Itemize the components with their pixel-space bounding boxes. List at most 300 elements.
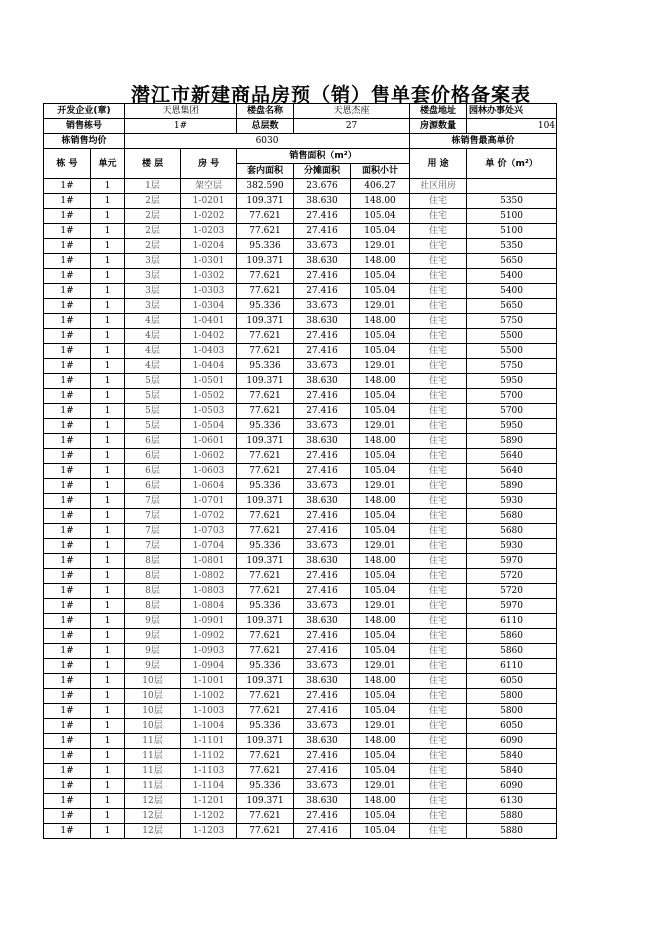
cell-area-subtotal: 105.04 (351, 449, 410, 464)
cell-use: 住宅 (410, 254, 467, 269)
cell-shared-area: 38.630 (294, 314, 351, 329)
cell-price: 5700 (467, 404, 557, 419)
cell-unit: 1 (91, 539, 125, 554)
cell-unit: 1 (91, 434, 125, 449)
cell-area-subtotal: 105.04 (351, 224, 410, 239)
cell-area-subtotal: 105.04 (351, 404, 410, 419)
cell-area-subtotal: 148.00 (351, 494, 410, 509)
cell-inner-area: 95.336 (237, 239, 294, 254)
cell-building: 1# (44, 779, 91, 794)
cell-unit: 1 (91, 584, 125, 599)
table-row (44, 434, 557, 449)
cell-inner-area: 77.621 (237, 704, 294, 719)
table-row (44, 569, 557, 584)
cell-use: 住宅 (410, 779, 467, 794)
cell-area-subtotal: 105.04 (351, 284, 410, 299)
cell-inner-area: 95.336 (237, 359, 294, 374)
cell-floor: 2层 (125, 224, 181, 239)
cell-building: 1# (44, 434, 91, 449)
table-row (44, 509, 557, 524)
data-rows (44, 179, 557, 839)
floors-value: 27 (294, 119, 410, 134)
cell-unit: 1 (91, 389, 125, 404)
cell-floor: 5层 (125, 389, 181, 404)
cell-price: 5500 (467, 329, 557, 344)
cell-use: 住宅 (410, 584, 467, 599)
cell-shared-area: 38.630 (294, 374, 351, 389)
table-row (44, 659, 557, 674)
cell-price: 5880 (467, 809, 557, 824)
units-value: 104 (467, 119, 557, 134)
cell-inner-area: 95.336 (237, 299, 294, 314)
table-row (44, 194, 557, 209)
cell-building: 1# (44, 209, 91, 224)
cell-area-subtotal: 148.00 (351, 734, 410, 749)
avg-price-label: 栋销售均价 (44, 134, 125, 149)
cell-price: 5950 (467, 419, 557, 434)
table-row (44, 629, 557, 644)
cell-price: 5970 (467, 599, 557, 614)
cell-floor: 11层 (125, 779, 181, 794)
cell-unit: 1 (91, 224, 125, 239)
cell-floor: 5层 (125, 419, 181, 434)
cell-use: 住宅 (410, 644, 467, 659)
cell-floor: 4层 (125, 314, 181, 329)
cell-inner-area: 109.371 (237, 554, 294, 569)
table-row (44, 419, 557, 434)
cell-inner-area: 77.621 (237, 824, 294, 839)
cell-floor: 9层 (125, 659, 181, 674)
cell-use: 社区用房 (410, 179, 467, 194)
cell-inner-area: 77.621 (237, 404, 294, 419)
cell-price: 5700 (467, 389, 557, 404)
col-use: 用 途 (410, 149, 467, 179)
cell-use: 住宅 (410, 239, 467, 254)
cell-use: 住宅 (410, 689, 467, 704)
cell-inner-area: 95.336 (237, 779, 294, 794)
cell-room: 1-1101 (181, 734, 237, 749)
cell-area-subtotal: 105.04 (351, 809, 410, 824)
cell-building: 1# (44, 794, 91, 809)
cell-building: 1# (44, 539, 91, 554)
building-value: 1# (125, 119, 237, 134)
cell-unit: 1 (91, 284, 125, 299)
cell-shared-area: 27.416 (294, 704, 351, 719)
cell-building: 1# (44, 749, 91, 764)
cell-room: 1-0801 (181, 554, 237, 569)
cell-room: 1-1102 (181, 749, 237, 764)
cell-price: 5680 (467, 509, 557, 524)
cell-shared-area: 38.630 (294, 674, 351, 689)
cell-price: 5890 (467, 434, 557, 449)
cell-shared-area: 27.416 (294, 329, 351, 344)
col-inner-area: 套内面积 (237, 164, 294, 179)
cell-floor: 2层 (125, 209, 181, 224)
cell-floor: 10层 (125, 704, 181, 719)
table-row (44, 704, 557, 719)
cell-inner-area: 77.621 (237, 329, 294, 344)
cell-price: 5860 (467, 629, 557, 644)
table-row (44, 644, 557, 659)
page-title: 潜江市新建商品房预（销）售单套价格备案表 (130, 84, 531, 106)
cell-price: 5930 (467, 539, 557, 554)
cell-inner-area: 95.336 (237, 539, 294, 554)
cell-use: 住宅 (410, 539, 467, 554)
cell-floor: 7层 (125, 494, 181, 509)
cell-use: 住宅 (410, 434, 467, 449)
cell-area-subtotal: 148.00 (351, 434, 410, 449)
table-row (44, 239, 557, 254)
cell-room: 1-0703 (181, 524, 237, 539)
cell-room: 1-1003 (181, 704, 237, 719)
cell-use: 住宅 (410, 674, 467, 689)
cell-area-subtotal: 105.04 (351, 524, 410, 539)
table-row (44, 359, 557, 374)
cell-price: 5500 (467, 344, 557, 359)
cell-shared-area: 33.673 (294, 359, 351, 374)
cell-price: 5720 (467, 584, 557, 599)
cell-building: 1# (44, 509, 91, 524)
cell-unit: 1 (91, 734, 125, 749)
table-row (44, 764, 557, 779)
cell-price: 5640 (467, 464, 557, 479)
cell-room: 1-0301 (181, 254, 237, 269)
cell-price: 5640 (467, 449, 557, 464)
cell-unit: 1 (91, 824, 125, 839)
cell-inner-area: 77.621 (237, 344, 294, 359)
table-row (44, 674, 557, 689)
cell-shared-area: 27.416 (294, 464, 351, 479)
col-room: 房 号 (181, 149, 237, 179)
header-row-3 (44, 134, 557, 149)
cell-floor: 12层 (125, 824, 181, 839)
table-row (44, 599, 557, 614)
cell-inner-area: 77.621 (237, 689, 294, 704)
cell-area-subtotal: 105.04 (351, 749, 410, 764)
cell-use: 住宅 (410, 764, 467, 779)
cell-building: 1# (44, 659, 91, 674)
cell-price: 5970 (467, 554, 557, 569)
cell-room: 1-0902 (181, 629, 237, 644)
cell-shared-area: 27.416 (294, 389, 351, 404)
cell-inner-area: 109.371 (237, 614, 294, 629)
cell-inner-area: 77.621 (237, 269, 294, 284)
cell-unit: 1 (91, 299, 125, 314)
cell-unit: 1 (91, 599, 125, 614)
cell-floor: 12层 (125, 809, 181, 824)
cell-inner-area: 77.621 (237, 749, 294, 764)
cell-unit: 1 (91, 404, 125, 419)
cell-use: 住宅 (410, 389, 467, 404)
cell-building: 1# (44, 569, 91, 584)
cell-area-subtotal: 148.00 (351, 674, 410, 689)
cell-shared-area: 38.630 (294, 434, 351, 449)
cell-use: 住宅 (410, 569, 467, 584)
cell-building: 1# (44, 419, 91, 434)
cell-inner-area: 95.336 (237, 599, 294, 614)
cell-building: 1# (44, 254, 91, 269)
cell-unit: 1 (91, 479, 125, 494)
cell-use: 住宅 (410, 284, 467, 299)
cell-price: 6090 (467, 779, 557, 794)
cell-inner-area: 77.621 (237, 209, 294, 224)
table-row (44, 539, 557, 554)
cell-inner-area: 77.621 (237, 764, 294, 779)
cell-price: 5400 (467, 284, 557, 299)
cell-unit: 1 (91, 254, 125, 269)
cell-building: 1# (44, 584, 91, 599)
cell-unit: 1 (91, 629, 125, 644)
cell-use: 住宅 (410, 479, 467, 494)
cell-area-subtotal: 105.04 (351, 329, 410, 344)
cell-use: 住宅 (410, 194, 467, 209)
cell-building: 1# (44, 344, 91, 359)
cell-floor: 6层 (125, 464, 181, 479)
cell-floor: 10层 (125, 689, 181, 704)
cell-floor: 3层 (125, 299, 181, 314)
cell-floor: 7层 (125, 524, 181, 539)
cell-room: 1-1103 (181, 764, 237, 779)
cell-price: 5720 (467, 569, 557, 584)
cell-floor: 8层 (125, 569, 181, 584)
cell-inner-area: 77.621 (237, 509, 294, 524)
cell-shared-area: 33.673 (294, 539, 351, 554)
cell-room: 1-0504 (181, 419, 237, 434)
cell-shared-area: 38.630 (294, 194, 351, 209)
col-floor: 楼 层 (125, 149, 181, 179)
cell-area-subtotal: 105.04 (351, 569, 410, 584)
table-row (44, 179, 557, 194)
cell-room: 1-0201 (181, 194, 237, 209)
cell-area-subtotal: 105.04 (351, 464, 410, 479)
cell-unit: 1 (91, 494, 125, 509)
cell-area-subtotal: 148.00 (351, 374, 410, 389)
cell-building: 1# (44, 614, 91, 629)
cell-room: 1-0503 (181, 404, 237, 419)
cell-room: 1-0401 (181, 314, 237, 329)
cell-unit: 1 (91, 194, 125, 209)
cell-shared-area: 27.416 (294, 584, 351, 599)
cell-inner-area: 77.621 (237, 644, 294, 659)
cell-inner-area: 77.621 (237, 524, 294, 539)
cell-floor: 4层 (125, 359, 181, 374)
cell-building: 1# (44, 719, 91, 734)
cell-inner-area: 109.371 (237, 434, 294, 449)
cell-building: 1# (44, 374, 91, 389)
cell-area-subtotal: 148.00 (351, 554, 410, 569)
cell-price: 6090 (467, 734, 557, 749)
cell-shared-area: 33.673 (294, 659, 351, 674)
table-row (44, 314, 557, 329)
cell-room: 1-0802 (181, 569, 237, 584)
cell-room: 1-1203 (181, 824, 237, 839)
cell-building: 1# (44, 599, 91, 614)
cell-use: 住宅 (410, 299, 467, 314)
cell-shared-area: 27.416 (294, 749, 351, 764)
cell-unit: 1 (91, 689, 125, 704)
cell-floor: 7层 (125, 539, 181, 554)
cell-floor: 6层 (125, 434, 181, 449)
cell-room: 1-1202 (181, 809, 237, 824)
cell-unit: 1 (91, 704, 125, 719)
cell-inner-area: 382.590 (237, 179, 294, 194)
cell-use: 住宅 (410, 719, 467, 734)
cell-use: 住宅 (410, 824, 467, 839)
cell-shared-area: 27.416 (294, 809, 351, 824)
cell-building: 1# (44, 554, 91, 569)
cell-use: 住宅 (410, 599, 467, 614)
cell-building: 1# (44, 464, 91, 479)
cell-area-subtotal: 129.01 (351, 419, 410, 434)
cell-shared-area: 38.630 (294, 494, 351, 509)
cell-area-subtotal: 129.01 (351, 599, 410, 614)
cell-building: 1# (44, 179, 91, 194)
cell-room: 1-0901 (181, 614, 237, 629)
cell-floor: 11层 (125, 734, 181, 749)
cell-shared-area: 27.416 (294, 449, 351, 464)
cell-building: 1# (44, 329, 91, 344)
cell-inner-area: 77.621 (237, 629, 294, 644)
cell-room: 1-0404 (181, 359, 237, 374)
cell-floor: 4层 (125, 344, 181, 359)
cell-shared-area: 27.416 (294, 824, 351, 839)
table-row (44, 734, 557, 749)
cell-room: 1-0704 (181, 539, 237, 554)
cell-use: 住宅 (410, 374, 467, 389)
cell-shared-area: 38.630 (294, 794, 351, 809)
cell-building: 1# (44, 389, 91, 404)
table-row (44, 209, 557, 224)
cell-unit: 1 (91, 524, 125, 539)
cell-room: 1-0603 (181, 464, 237, 479)
cell-building: 1# (44, 494, 91, 509)
cell-use: 住宅 (410, 404, 467, 419)
cell-area-subtotal: 148.00 (351, 314, 410, 329)
cell-room: 架空层 (181, 179, 237, 194)
cell-use: 住宅 (410, 464, 467, 479)
cell-unit: 1 (91, 464, 125, 479)
cell-unit: 1 (91, 314, 125, 329)
cell-unit: 1 (91, 719, 125, 734)
cell-floor: 11层 (125, 749, 181, 764)
cell-shared-area: 33.673 (294, 299, 351, 314)
cell-shared-area: 27.416 (294, 269, 351, 284)
cell-unit: 1 (91, 674, 125, 689)
cell-floor: 4层 (125, 329, 181, 344)
cell-area-subtotal: 129.01 (351, 359, 410, 374)
cell-shared-area: 38.630 (294, 734, 351, 749)
cell-building: 1# (44, 824, 91, 839)
table-row (44, 404, 557, 419)
cell-shared-area: 38.630 (294, 254, 351, 269)
cell-price: 5650 (467, 299, 557, 314)
table-row (44, 794, 557, 809)
cell-floor: 12层 (125, 794, 181, 809)
cell-shared-area: 33.673 (294, 599, 351, 614)
cell-floor: 5层 (125, 404, 181, 419)
cell-inner-area: 109.371 (237, 374, 294, 389)
cell-use: 住宅 (410, 329, 467, 344)
cell-use: 住宅 (410, 314, 467, 329)
table-row (44, 614, 557, 629)
cell-room: 1-0202 (181, 209, 237, 224)
cell-floor: 8层 (125, 584, 181, 599)
cell-area-subtotal: 129.01 (351, 659, 410, 674)
cell-shared-area: 27.416 (294, 224, 351, 239)
cell-area-subtotal: 105.04 (351, 689, 410, 704)
cell-area-subtotal: 105.04 (351, 824, 410, 839)
cell-price: 5950 (467, 374, 557, 389)
cell-price: 6050 (467, 719, 557, 734)
table-row (44, 689, 557, 704)
table-row (44, 449, 557, 464)
cell-use: 住宅 (410, 524, 467, 539)
col-unit: 单元 (91, 149, 125, 179)
cell-price: 5800 (467, 704, 557, 719)
cell-inner-area: 95.336 (237, 659, 294, 674)
cell-area-subtotal: 105.04 (351, 644, 410, 659)
cell-inner-area: 77.621 (237, 569, 294, 584)
cell-shared-area: 27.416 (294, 629, 351, 644)
cell-floor: 9层 (125, 614, 181, 629)
cell-use: 住宅 (410, 209, 467, 224)
cell-inner-area: 77.621 (237, 224, 294, 239)
table-row (44, 749, 557, 764)
col-shared-area: 分摊面积 (294, 164, 351, 179)
address-value: 园林办事处兴 (467, 104, 557, 119)
cell-use: 住宅 (410, 704, 467, 719)
table-row (44, 464, 557, 479)
cell-shared-area: 33.673 (294, 239, 351, 254)
cell-room: 1-0702 (181, 509, 237, 524)
cell-price: 6110 (467, 659, 557, 674)
cell-room: 1-0701 (181, 494, 237, 509)
cell-unit: 1 (91, 419, 125, 434)
cell-area-subtotal: 105.04 (351, 389, 410, 404)
cell-room: 1-0302 (181, 269, 237, 284)
cell-use: 住宅 (410, 344, 467, 359)
cell-unit: 1 (91, 509, 125, 524)
cell-inner-area: 77.621 (237, 389, 294, 404)
cell-unit: 1 (91, 614, 125, 629)
cell-area-subtotal: 406.27 (351, 179, 410, 194)
cell-floor: 8层 (125, 599, 181, 614)
cell-price: 5680 (467, 524, 557, 539)
col-price: 单 价（m²） (467, 149, 557, 179)
cell-floor: 9层 (125, 629, 181, 644)
cell-shared-area: 33.673 (294, 419, 351, 434)
cell-area-subtotal: 105.04 (351, 269, 410, 284)
cell-inner-area: 77.621 (237, 584, 294, 599)
header-row-2 (44, 119, 557, 134)
cell-price: 5880 (467, 824, 557, 839)
cell-price: 5860 (467, 644, 557, 659)
cell-shared-area: 27.416 (294, 764, 351, 779)
cell-shared-area: 27.416 (294, 284, 351, 299)
cell-building: 1# (44, 224, 91, 239)
developer-value: 天恩集团 (125, 104, 237, 119)
project-value: 天恩杰座 (294, 104, 410, 119)
cell-unit: 1 (91, 809, 125, 824)
cell-room: 1-0203 (181, 224, 237, 239)
cell-floor: 6层 (125, 479, 181, 494)
cell-use: 住宅 (410, 614, 467, 629)
cell-use: 住宅 (410, 269, 467, 284)
cell-floor: 5层 (125, 374, 181, 389)
cell-shared-area: 33.673 (294, 779, 351, 794)
cell-floor: 7层 (125, 509, 181, 524)
floors-label: 总层数 (237, 119, 294, 134)
